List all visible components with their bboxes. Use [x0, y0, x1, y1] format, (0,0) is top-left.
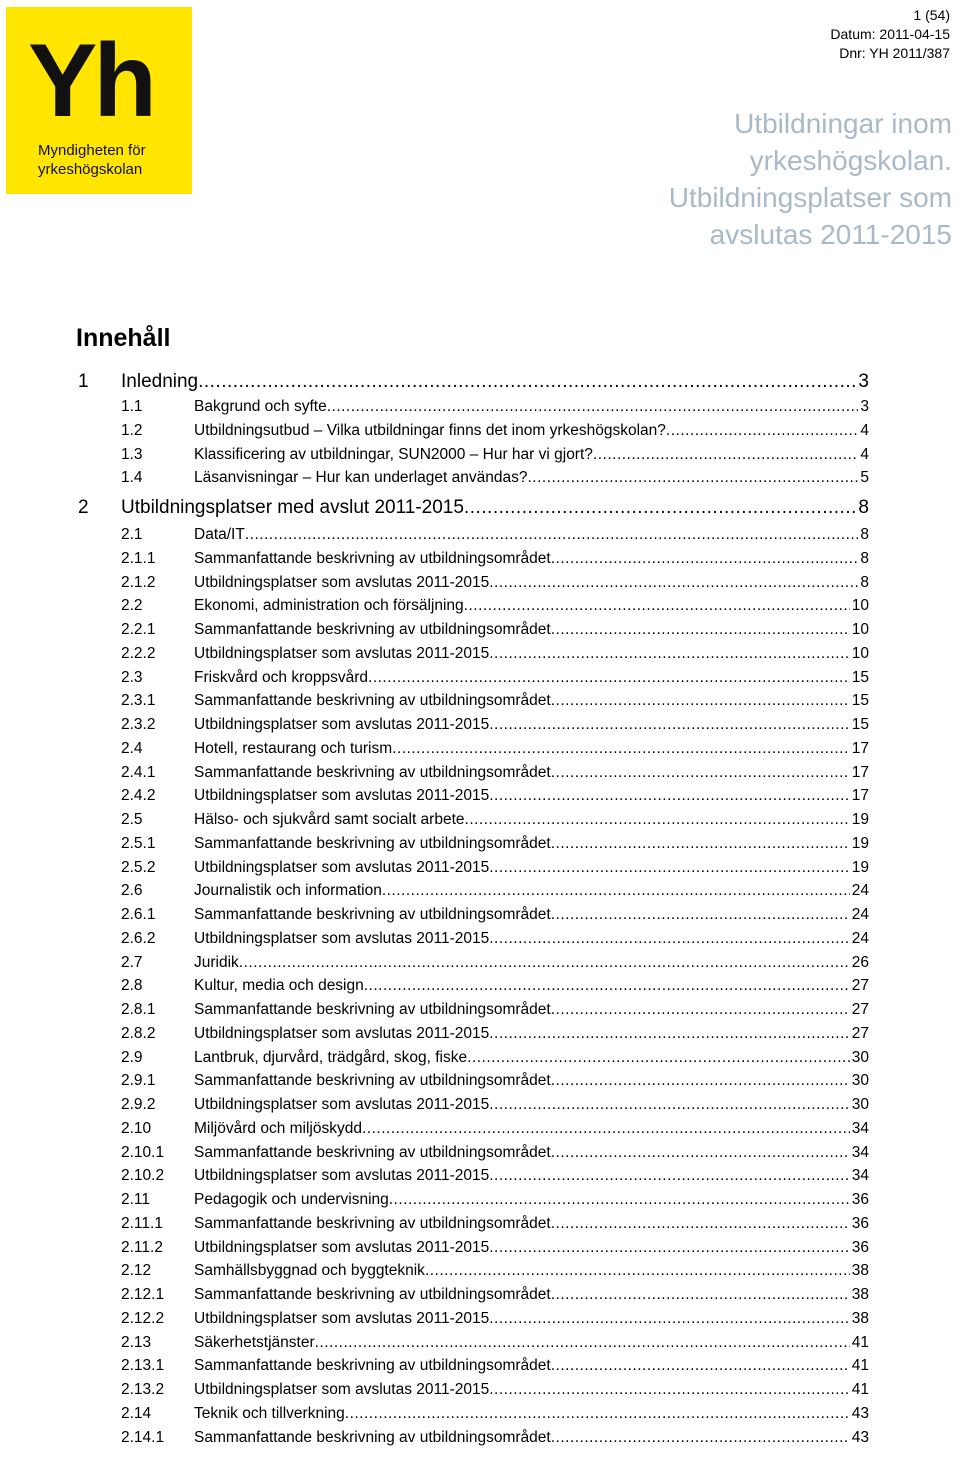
toc-entry-number: 2.12.2 [121, 1309, 165, 1327]
toc-entry-page: 38 [851, 1309, 869, 1327]
toc-entry[interactable] [78, 787, 869, 811]
toc-entry-title: Klassificering av utbildningar, SUN2000 – Hur har vi gjort? [194, 445, 593, 463]
toc-heading: Innehåll [76, 324, 171, 352]
toc-dot-leader [425, 1262, 850, 1280]
toc-entry-page: 27 [851, 1001, 869, 1018]
toc-entry-title: Sammanfattande beskrivning av utbildningsområdet [194, 763, 551, 781]
toc-entry[interactable] [78, 882, 869, 906]
toc-dot-leader [198, 371, 856, 393]
toc-entry-number: 2.1.2 [121, 573, 156, 591]
toc-entry-number: 2.5 [121, 811, 143, 828]
toc-entry-page: 24 [851, 929, 869, 947]
toc-entry-title: Sammanfattande beskrivning av utbildningsområdet [194, 1357, 551, 1375]
toc-entry[interactable] [78, 1310, 869, 1334]
toc-entry[interactable] [78, 716, 869, 740]
toc-entry-number: 2.9.2 [121, 1096, 156, 1113]
toc-entry-page: 3 [858, 371, 869, 392]
toc-entry-number: 2.10.1 [121, 1143, 165, 1161]
toc-entry-number: 2.6.2 [121, 929, 156, 947]
toc-dot-leader [467, 1049, 850, 1067]
toc-entry[interactable] [78, 446, 869, 470]
toc-entry[interactable] [78, 764, 869, 788]
toc-entry-title: Inledning [121, 371, 199, 392]
toc-entry[interactable] [78, 669, 869, 693]
toc-dot-leader [489, 645, 850, 663]
toc-entry-number: 2.3.2 [121, 716, 156, 733]
toc-entry[interactable] [78, 645, 869, 669]
toc-entry-page: 34 [851, 1119, 869, 1137]
toc-entry-title: Sammanfattande beskrivning av utbildningsområdet [194, 1072, 551, 1090]
toc-entry-title: Sammanfattande beskrivning av utbildningsområdet [194, 1001, 551, 1018]
toc-entry-number: 2.8 [121, 977, 143, 995]
toc-entry[interactable] [78, 977, 869, 1001]
toc-entry-title: Hotell, restaurang och turism [194, 739, 393, 757]
toc-entry-title: Juridik [194, 953, 239, 971]
toc-dot-leader [489, 787, 850, 805]
toc-entry-title: Sammanfattande beskrivning av utbildningsområdet [194, 621, 551, 638]
logo-mark: Yh [28, 23, 153, 139]
logo-name-line2: yrkeshögskolan [38, 161, 143, 178]
toc-entry-title: Säkerhetstjänster [194, 1333, 315, 1351]
toc-entry-number: 2.6 [121, 882, 143, 900]
toc-entry-title: Utbildningsplatser som avslutas 2011-2015 [194, 1096, 490, 1113]
toc-entry[interactable] [78, 1215, 869, 1239]
logo-name-line1: Myndigheten för [38, 142, 146, 159]
toc-entry[interactable] [78, 1072, 869, 1096]
page-counter: 1 (54) [913, 7, 950, 23]
toc-entry-title: Hälso- och sjukvård samt socialt arbete [194, 811, 465, 828]
toc-dot-leader [551, 1072, 850, 1090]
toc-entry-page: 4 [860, 445, 869, 463]
toc-dot-leader [364, 977, 850, 995]
toc-entry-title: Data/IT [194, 526, 245, 543]
toc-entry-number: 2.10 [121, 1119, 152, 1137]
toc-dot-leader [239, 954, 850, 972]
toc-entry-number: 2.6.1 [121, 906, 156, 923]
toc-dot-leader [489, 716, 850, 734]
toc-dot-leader [464, 597, 850, 615]
toc-entry-title: Pedagogik och undervisning [194, 1191, 389, 1208]
toc-entry-page: 34 [851, 1143, 869, 1161]
toc-entry[interactable] [78, 954, 869, 978]
toc-dot-leader [489, 574, 858, 592]
toc-entry-title: Samhällsbyggnad och byggteknik [194, 1262, 425, 1280]
document-meta [830, 6, 950, 63]
toc-entry-page: 36 [851, 1214, 869, 1232]
toc-entry[interactable] [78, 1262, 869, 1286]
toc-dot-leader [392, 740, 850, 758]
toc-dot-leader [489, 1381, 850, 1399]
toc-dot-leader [465, 811, 850, 829]
toc-entry-page: 10 [851, 597, 869, 615]
toc-entry[interactable] [78, 906, 869, 930]
logo-agency-name [38, 141, 146, 179]
toc-entry-number: 2.5.2 [121, 858, 156, 876]
document-title [669, 105, 952, 253]
toc-entry-number: 2.7 [121, 953, 143, 971]
document-title-line4: avslutas 2011-2015 [709, 219, 952, 250]
toc-entry-title: Sammanfattande beskrivning av utbildningsområdet [194, 1143, 551, 1161]
document-title-line2: yrkeshögskolan. [749, 145, 952, 176]
toc-entry-title: Teknik och tillverkning [194, 1404, 345, 1422]
toc-entry-title: Utbildningsplatser som avslutas 2011-2015 [194, 1309, 490, 1327]
toc-entry[interactable] [78, 1286, 869, 1310]
toc-entry[interactable] [78, 574, 869, 598]
toc-entry-page: 8 [860, 549, 869, 567]
toc-entry-number: 2.13.1 [121, 1357, 165, 1375]
toc-dot-leader [368, 669, 850, 687]
toc-entry-page: 8 [860, 573, 869, 591]
toc-entry[interactable] [78, 859, 869, 883]
toc-entry-title: Utbildningsplatser som avslutas 2011-2015 [194, 1167, 490, 1185]
toc-entry-page: 38 [851, 1286, 869, 1303]
toc-dot-leader [489, 1096, 850, 1114]
toc-entry[interactable] [78, 621, 869, 645]
toc-entry[interactable] [78, 1167, 869, 1191]
toc-dot-leader [464, 497, 857, 519]
toc-entry-page: 10 [851, 644, 869, 662]
toc-dot-leader [551, 1144, 850, 1162]
toc-dot-leader [551, 835, 850, 853]
toc-dot-leader [551, 1001, 850, 1019]
toc-entry-page: 38 [851, 1262, 869, 1280]
toc-entry-page: 26 [851, 953, 869, 971]
toc-entry-title: Ekonomi, administration och försäljning [194, 597, 464, 615]
toc-entry-number: 2.13.2 [121, 1381, 165, 1398]
toc-entry[interactable] [78, 1144, 869, 1168]
toc-entry[interactable] [78, 1239, 869, 1263]
toc-entry-page: 41 [851, 1357, 869, 1375]
toc-entry-number: 2.11 [121, 1191, 151, 1208]
toc-entry-page: 43 [851, 1428, 869, 1446]
toc-entry-page: 27 [851, 977, 869, 995]
toc-entry-number: 2.12 [121, 1262, 152, 1280]
toc-entry-page: 10 [851, 621, 869, 638]
toc-dot-leader [551, 1286, 850, 1304]
toc-entry[interactable] [78, 1429, 869, 1453]
toc-entry-title: Sammanfattande beskrivning av utbildningsområdet [194, 1286, 551, 1303]
toc-entry-number: 2.9.1 [121, 1072, 156, 1090]
toc-entry-number: 1.3 [121, 445, 143, 463]
toc-dot-leader [382, 882, 850, 900]
toc-entry-page: 19 [851, 811, 869, 828]
toc-entry-number: 2.14 [121, 1404, 152, 1422]
toc-entry[interactable] [78, 526, 869, 550]
toc-entry-number: 2.1 [121, 526, 143, 543]
toc-entry-number: 2.8.1 [121, 1001, 156, 1018]
toc-entry-number: 2.1.1 [121, 549, 156, 567]
toc-dot-leader [551, 1357, 850, 1375]
toc-entry-number: 2 [78, 497, 89, 518]
toc-dot-leader [551, 550, 859, 568]
toc-entry[interactable] [78, 422, 869, 446]
toc-entry-number: 2.12.1 [121, 1286, 165, 1303]
toc-entry-page: 43 [851, 1404, 869, 1422]
toc-entry-page: 41 [851, 1333, 869, 1351]
toc-entry-page: 3 [860, 398, 869, 415]
toc-entry-title: Utbildningsplatser som avslutas 2011-2015 [194, 1381, 490, 1398]
toc-entry-number: 1.4 [121, 469, 143, 487]
toc-entry[interactable] [78, 1025, 869, 1049]
toc-entry-page: 8 [858, 497, 869, 518]
toc-entry-number: 2.2.1 [121, 621, 156, 638]
toc-entry[interactable] [78, 1120, 869, 1144]
toc-dot-leader [489, 1310, 850, 1328]
toc-entry-page: 19 [851, 858, 869, 876]
toc-entry[interactable] [78, 835, 869, 859]
toc-entry-page: 5 [860, 469, 869, 487]
toc-entry-title: Sammanfattande beskrivning av utbildningsområdet [194, 834, 551, 852]
toc-entry-title: Utbildningsplatser som avslutas 2011-2015 [194, 1238, 490, 1256]
toc-entry-number: 2.9 [121, 1048, 143, 1066]
toc-dot-leader [551, 1215, 850, 1233]
toc-entry-title: Journalistik och information [194, 882, 382, 900]
toc-entry-title: Utbildningsplatser som avslutas 2011-2015 [194, 858, 490, 876]
toc-dot-leader [666, 422, 858, 440]
toc-entry-number: 1 [78, 371, 89, 392]
toc-entry[interactable] [78, 740, 869, 764]
toc-entry-page: 30 [851, 1072, 869, 1090]
toc-entry-page: 24 [851, 882, 869, 900]
toc-dot-leader [551, 692, 850, 710]
toc-entry-title: Utbildningsplatser som avslutas 2011-2015 [194, 1024, 490, 1042]
agency-logo [6, 7, 192, 194]
toc-entry-page: 34 [851, 1167, 869, 1185]
toc-entry-number: 2.2 [121, 597, 143, 615]
toc-dot-leader [315, 1334, 850, 1352]
toc-entry-number: 2.3 [121, 668, 143, 686]
toc-entry-number: 2.13 [121, 1333, 152, 1351]
toc-entry-page: 41 [851, 1381, 869, 1398]
toc-entry-title: Sammanfattande beskrivning av utbildningsområdet [194, 549, 551, 567]
toc-entry[interactable] [78, 1191, 869, 1215]
toc-entry-number: 2.2.2 [121, 644, 156, 662]
toc-entry[interactable] [78, 1357, 869, 1381]
toc-entry-title: Friskvård och kroppsvård [194, 668, 369, 686]
document-date: Datum: 2011-04-15 [830, 26, 950, 42]
toc-entry-title: Utbildningsplatser som avslutas 2011-2015 [194, 716, 490, 733]
toc-dot-leader [489, 859, 850, 877]
document-title-line3: Utbildningsplatser som [668, 182, 952, 213]
toc-entry[interactable] [78, 469, 869, 493]
toc-entry-title: Lantbruk, djurvård, trädgård, skog, fiske [194, 1048, 468, 1066]
toc-entry-number: 2.11.1 [121, 1214, 163, 1232]
toc-dot-leader [327, 398, 859, 416]
toc-entry-title: Utbildningsutbud – Vilka utbildningar finns det inom yrkeshögskolan? [194, 421, 666, 439]
toc-entry-page: 36 [851, 1191, 869, 1208]
toc-entry-title: Utbildningsplatser som avslutas 2011-2015 [194, 787, 490, 805]
toc-entry-number: 2.8.2 [121, 1024, 156, 1042]
toc-entry-number: 2.4.1 [121, 763, 156, 781]
toc-entry-page: 30 [851, 1096, 869, 1113]
toc-entry[interactable] [78, 1001, 869, 1025]
toc-entry-page: 15 [851, 692, 869, 710]
document-dnr: Dnr: YH 2011/387 [839, 45, 950, 61]
toc-entry-title: Utbildningsplatser med avslut 2011-2015 [121, 497, 464, 518]
toc-entry[interactable] [78, 597, 869, 621]
toc-entry-number: 2.5.1 [121, 834, 156, 852]
toc-entry-title: Miljövård och miljöskydd [194, 1119, 362, 1137]
toc-entry[interactable] [78, 811, 869, 835]
toc-dot-leader [362, 1120, 850, 1138]
toc-dot-leader [551, 906, 850, 924]
toc-dot-leader [489, 1025, 850, 1043]
toc-entry-page: 19 [851, 834, 869, 852]
toc-dot-leader [551, 1429, 850, 1447]
toc-entry[interactable] [78, 1381, 869, 1405]
toc-entry-page: 8 [860, 526, 869, 543]
toc-dot-leader [489, 930, 850, 948]
toc-entry-title: Utbildningsplatser som avslutas 2011-2015 [194, 644, 490, 662]
toc-entry[interactable] [78, 1334, 869, 1358]
toc-entry[interactable] [78, 1049, 869, 1073]
toc-entry-title: Sammanfattande beskrivning av utbildningsområdet [194, 692, 551, 710]
toc-entry[interactable] [78, 1096, 869, 1120]
toc-entry-number: 2.10.2 [121, 1167, 165, 1185]
toc-entry-page: 15 [851, 716, 869, 733]
toc-entry-number: 2.3.1 [121, 692, 156, 710]
toc-entry-page: 27 [851, 1024, 869, 1042]
toc-entry-page: 24 [851, 906, 869, 923]
toc-entry-page: 30 [851, 1048, 869, 1066]
toc-dot-leader [551, 764, 850, 782]
toc-entry-page: 17 [851, 787, 869, 805]
toc-entry-page: 17 [851, 739, 869, 757]
toc-entry-number: 1.2 [121, 421, 143, 439]
toc-dot-leader [489, 1167, 850, 1185]
toc-entry-title: Läsanvisningar – Hur kan underlaget användas? [194, 469, 528, 487]
toc-entry[interactable] [78, 550, 869, 574]
toc-entry-title: Utbildningsplatser som avslutas 2011-2015 [194, 929, 490, 947]
table-of-contents [78, 370, 869, 1452]
toc-entry-title: Sammanfattande beskrivning av utbildningsområdet [194, 1214, 551, 1232]
toc-dot-leader [551, 621, 850, 639]
toc-entry[interactable] [78, 692, 869, 716]
toc-dot-leader [527, 469, 858, 487]
toc-entry[interactable] [78, 930, 869, 954]
toc-entry-number: 2.11.2 [121, 1238, 163, 1256]
toc-entry-page: 17 [851, 763, 869, 781]
toc-entry[interactable] [78, 493, 869, 526]
toc-dot-leader [345, 1405, 850, 1423]
toc-dot-leader [245, 526, 859, 544]
document-title-line1: Utbildningar inom [734, 108, 952, 139]
toc-entry-number: 2.14.1 [121, 1428, 165, 1446]
toc-entry[interactable] [78, 370, 869, 398]
toc-entry-number: 2.4 [121, 739, 143, 757]
toc-dot-leader [389, 1191, 850, 1209]
toc-entry-title: Kultur, media och design [194, 977, 364, 995]
toc-entry-page: 36 [851, 1238, 869, 1256]
toc-entry-page: 4 [860, 421, 869, 439]
toc-entry[interactable] [78, 398, 869, 422]
toc-entry-title: Sammanfattande beskrivning av utbildningsområdet [194, 906, 551, 923]
toc-entry-title: Bakgrund och syfte [194, 398, 327, 415]
toc-entry-title: Sammanfattande beskrivning av utbildningsområdet [194, 1428, 551, 1446]
toc-entry-page: 15 [851, 668, 869, 686]
toc-entry-number: 2.4.2 [121, 787, 156, 805]
toc-entry-title: Utbildningsplatser som avslutas 2011-2015 [194, 573, 490, 591]
toc-entry-number: 1.1 [121, 398, 143, 415]
toc-entry[interactable] [78, 1405, 869, 1429]
toc-dot-leader [489, 1239, 850, 1257]
toc-dot-leader [593, 446, 858, 464]
